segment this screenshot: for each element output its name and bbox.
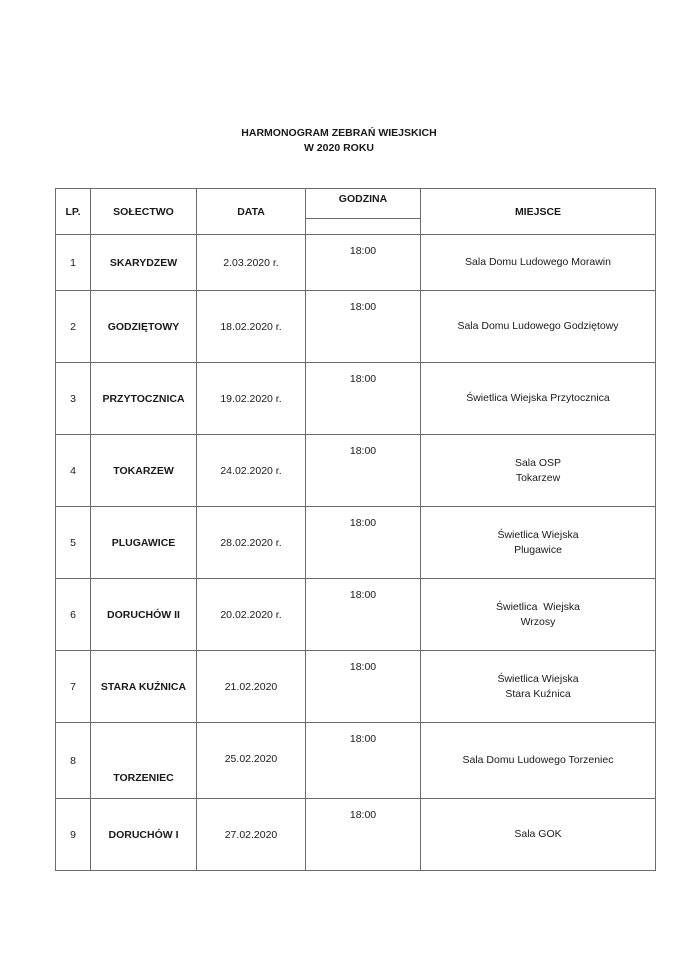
miejsce-line: Świetlica Wiejska Przytocznica <box>466 392 610 404</box>
miejsce-line: Sala GOK <box>514 828 562 840</box>
miejsce-line: Stara Kuźnica <box>505 687 571 700</box>
header-miejsce: MIEJSCE <box>421 189 656 235</box>
miejsce-line: Sala OSP <box>514 456 562 469</box>
header-godzina: GODZINA <box>306 189 421 219</box>
cell-godzina: 18:00 <box>306 235 421 291</box>
cell-data: 24.02.2020 r. <box>197 435 306 507</box>
cell-solectwo: TORZENIEC <box>91 723 197 799</box>
cell-data: 28.02.2020 r. <box>197 507 306 579</box>
cell-lp: 7 <box>56 651 91 723</box>
cell-solectwo: SKARYDZEW <box>91 235 197 291</box>
cell-solectwo: DORUCHÓW II <box>91 579 197 651</box>
miejsce-line: Plugawice <box>514 543 562 556</box>
cell-godzina: 18:00 <box>306 799 421 871</box>
cell-data: 19.02.2020 r. <box>197 363 306 435</box>
table-row <box>56 723 656 799</box>
cell-godzina: 18:00 <box>306 291 421 363</box>
table-row <box>56 235 656 291</box>
cell-miejsce <box>421 723 656 799</box>
cell-lp: 9 <box>56 799 91 871</box>
cell-godzina: 18:00 <box>306 651 421 723</box>
cell-miejsce <box>421 435 656 507</box>
table-row <box>56 799 656 871</box>
cell-solectwo: GODZIĘTOWY <box>91 291 197 363</box>
cell-lp: 4 <box>56 435 91 507</box>
cell-data: 27.02.2020 <box>197 799 306 871</box>
cell-godzina: 18:00 <box>306 579 421 651</box>
cell-solectwo: STARA KUŹNICA <box>91 651 197 723</box>
schedule-table <box>55 188 656 871</box>
table-row <box>56 435 656 507</box>
cell-miejsce <box>421 363 656 435</box>
cell-lp: 5 <box>56 507 91 579</box>
cell-solectwo: DORUCHÓW I <box>91 799 197 871</box>
header-solectwo: SOŁECTWO <box>91 189 197 235</box>
miejsce-line: Sala Domu Ludowego Torzeniec <box>462 754 614 766</box>
cell-data: 2.03.2020 r. <box>197 235 306 291</box>
cell-lp: 2 <box>56 291 91 363</box>
cell-lp: 3 <box>56 363 91 435</box>
cell-godzina: 18:00 <box>306 507 421 579</box>
miejsce-line: Sala Domu Ludowego Morawin <box>465 256 611 268</box>
header-lp: LP. <box>56 189 91 235</box>
cell-godzina: 18:00 <box>306 723 421 799</box>
document-title: HARMONOGRAM ZEBRAŃ WIEJSKICH <box>241 127 437 139</box>
miejsce-line: Tokarzew <box>515 471 561 484</box>
table-row <box>56 579 656 651</box>
cell-data: 18.02.2020 r. <box>197 291 306 363</box>
miejsce-line: Świetlica Wiejska <box>497 528 579 541</box>
table-row <box>56 651 656 723</box>
cell-lp: 1 <box>56 235 91 291</box>
cell-data: 20.02.2020 r. <box>197 579 306 651</box>
cell-godzina: 18:00 <box>306 435 421 507</box>
cell-miejsce <box>421 651 656 723</box>
table-row <box>56 291 656 363</box>
cell-solectwo: PRZYTOCZNICA <box>91 363 197 435</box>
document-subtitle: W 2020 ROKU <box>303 142 375 154</box>
cell-godzina: 18:00 <box>306 363 421 435</box>
cell-data: 25.02.2020 <box>197 723 306 799</box>
table-body <box>56 235 656 871</box>
miejsce-line: Wrzosy <box>520 615 556 628</box>
miejsce-line: Świetlica Wiejska <box>497 672 579 685</box>
cell-miejsce <box>421 291 656 363</box>
cell-miejsce <box>421 799 656 871</box>
cell-solectwo: PLUGAWICE <box>91 507 197 579</box>
table-row <box>56 507 656 579</box>
header-godzina-subcell <box>306 219 421 235</box>
cell-miejsce <box>421 507 656 579</box>
miejsce-line: Sala Domu Ludowego Godziętowy <box>457 320 619 332</box>
cell-lp: 8 <box>56 723 91 799</box>
cell-solectwo: TOKARZEW <box>91 435 197 507</box>
cell-miejsce <box>421 235 656 291</box>
header-data: DATA <box>197 189 306 235</box>
cell-data: 21.02.2020 <box>197 651 306 723</box>
miejsce-line: Świetlica Wiejska <box>495 600 581 613</box>
cell-lp: 6 <box>56 579 91 651</box>
table-row <box>56 363 656 435</box>
cell-miejsce <box>421 579 656 651</box>
